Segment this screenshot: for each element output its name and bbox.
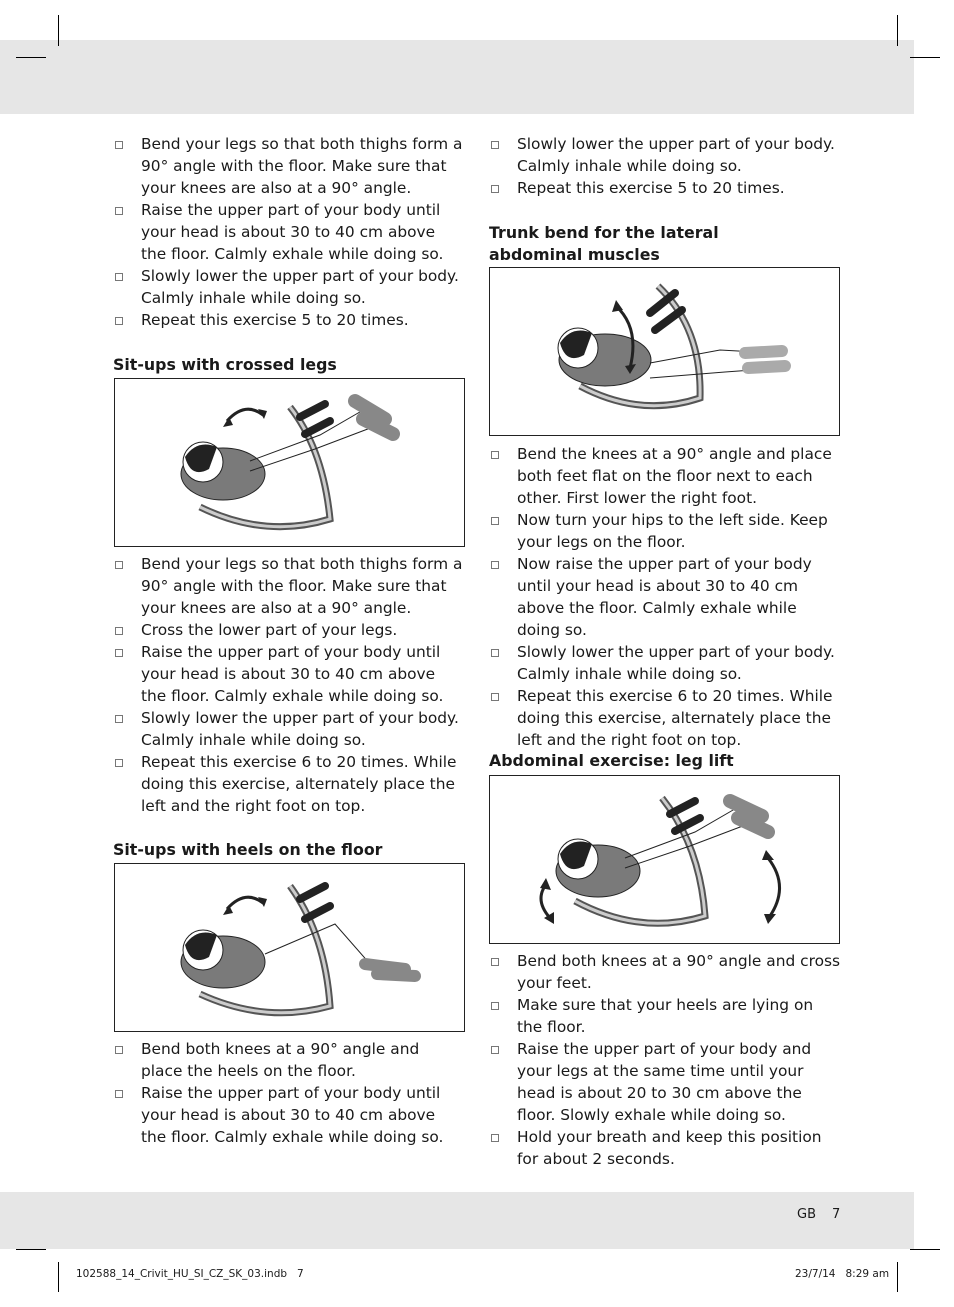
footer-band <box>0 1192 914 1249</box>
list-item: Bend both knees at a 90° angle and place the heels on the floor. <box>113 1038 465 1082</box>
list-item: Raise the upper part of your body and your legs at the same time until your head is about 20 to 30 cm above the floor. Slowly exhale while doing so. <box>489 1038 841 1126</box>
trunk-bend-illustration <box>490 268 839 435</box>
list-item: Repeat this exercise 6 to 20 times. While doing this exercise, alternately place the left and the right foot on top. <box>113 751 465 817</box>
leglift-list <box>489 950 841 1170</box>
list-item: Raise the upper part of your body until your head is about 30 to 40 cm above the floor. Calmly exhale while doing so. <box>113 1082 465 1148</box>
list-item: Cross the lower part of your legs. <box>113 619 465 641</box>
figure-trunk-bend <box>489 267 840 436</box>
list-item: Hold your breath and keep this position for about 2 seconds. <box>489 1126 841 1170</box>
right-intro-list <box>489 133 841 199</box>
heading-leg-lift: Abdominal exercise: leg lift <box>489 751 734 770</box>
list-item: Make sure that your heels are lying on the floor. <box>489 994 841 1038</box>
list-item: Slowly lower the upper part of your body. Calmly inhale while doing so. <box>113 707 465 751</box>
list-item: Raise the upper part of your body until your head is about 30 to 40 cm above the floor. Calmly exhale while doing so. <box>113 641 465 707</box>
list-item: Repeat this exercise 5 to 20 times. <box>113 309 465 331</box>
heading-line: Trunk bend for the lateral <box>489 223 719 242</box>
leg-lift-illustration <box>490 776 839 943</box>
crop-mark <box>16 57 46 58</box>
right-column <box>489 133 841 199</box>
list-item: Now raise the upper part of your body until your head is about 30 to 40 cm above the floor. Calmly exhale while doing so. <box>489 553 841 641</box>
figure-crossed-legs <box>114 378 465 547</box>
situp-crossed-illustration <box>115 379 464 546</box>
right-column-leglift <box>489 950 841 1170</box>
situp-heels-illustration <box>115 864 464 1031</box>
left-column-heels <box>113 1038 465 1148</box>
crop-mark <box>910 1249 940 1250</box>
list-item: Repeat this exercise 5 to 20 times. <box>489 177 841 199</box>
left-column-crossed <box>113 553 465 817</box>
file-slug: 102588_14_Crivit_HU_SI_CZ_SK_03.indb 7 <box>76 1268 304 1280</box>
list-item: Slowly lower the upper part of your body. Calmly inhale while doing so. <box>113 265 465 309</box>
page-number: 7 <box>832 1207 841 1222</box>
heels-list <box>113 1038 465 1148</box>
crop-mark <box>897 1262 898 1292</box>
left-column <box>113 133 465 331</box>
crop-mark <box>58 1262 59 1292</box>
crossed-list <box>113 553 465 817</box>
page-lang: GB <box>797 1207 816 1222</box>
heading-heels-floor: Sit-ups with heels on the floor <box>113 840 383 859</box>
figure-leg-lift <box>489 775 840 944</box>
intro-list <box>113 133 465 331</box>
list-item: Raise the upper part of your body until your head is about 30 to 40 cm above the floor. Calmly exhale while doing so. <box>113 199 465 265</box>
list-item: Bend your legs so that both thighs form a 90° angle with the floor. Make sure that your knees are also at a 90° angle. <box>113 553 465 619</box>
list-item: Bend both knees at a 90° angle and cross your feet. <box>489 950 841 994</box>
right-column-trunk <box>489 443 841 751</box>
crop-mark <box>16 1249 46 1250</box>
crop-mark <box>910 57 940 58</box>
heading-line: abdominal muscles <box>489 245 660 264</box>
list-item: Bend your legs so that both thighs form a 90° angle with the floor. Make sure that your knees are also at a 90° angle. <box>113 133 465 199</box>
crop-mark <box>897 15 898 46</box>
trunk-list <box>489 443 841 751</box>
list-item: Slowly lower the upper part of your body. Calmly inhale while doing so. <box>489 641 841 685</box>
list-item: Repeat this exercise 6 to 20 times. While doing this exercise, alternately place the left and the right foot on top. <box>489 685 841 751</box>
list-item: Now turn your hips to the left side. Keep your legs on the floor. <box>489 509 841 553</box>
crop-mark <box>58 15 59 46</box>
list-item: Bend the knees at a 90° angle and place both feet flat on the floor next to each other. First lower the right foot. <box>489 443 841 509</box>
list-item: Slowly lower the upper part of your body. Calmly inhale while doing so. <box>489 133 841 177</box>
figure-heels-floor <box>114 863 465 1032</box>
heading-crossed-legs: Sit-ups with crossed legs <box>113 355 337 374</box>
heading-trunk-bend <box>489 222 719 266</box>
header-band <box>0 40 914 114</box>
date-slug: 23/7/14 8:29 am <box>795 1268 890 1280</box>
